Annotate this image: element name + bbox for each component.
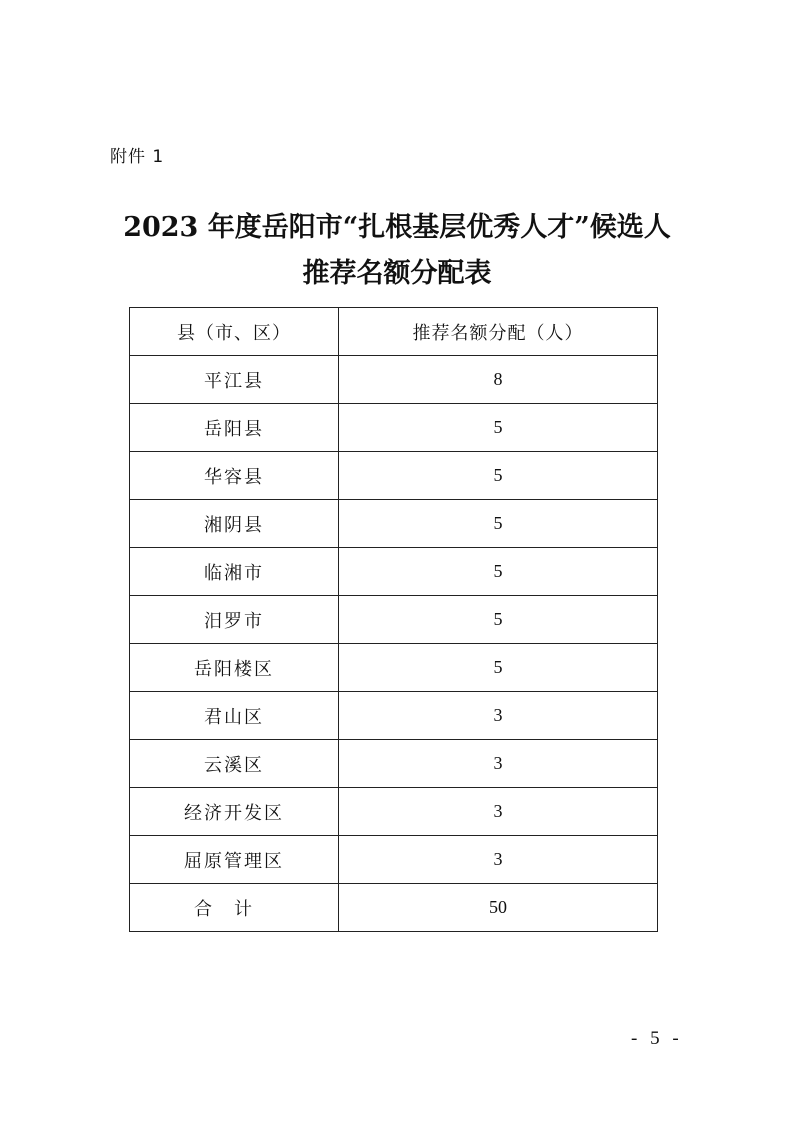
quota-cell: 3: [339, 740, 658, 788]
region-cell: 汨罗市: [130, 596, 339, 644]
table-row: [130, 500, 658, 548]
total-quota-cell: 50: [339, 884, 658, 932]
table-row: [130, 692, 658, 740]
table-row: [130, 356, 658, 404]
quota-cell: 3: [339, 788, 658, 836]
region-cell: 华容县: [130, 452, 339, 500]
total-label-cell: 合计: [130, 884, 339, 932]
quota-cell: 5: [339, 596, 658, 644]
quota-cell: 5: [339, 452, 658, 500]
region-cell: 云溪区: [130, 740, 339, 788]
quota-cell: 5: [339, 500, 658, 548]
table-header-row: [130, 308, 658, 356]
region-cell: 岳阳县: [130, 404, 339, 452]
quota-cell: 5: [339, 548, 658, 596]
column-header-quota: 推荐名额分配（人）: [339, 308, 658, 356]
table-row: [130, 548, 658, 596]
table-row: [130, 404, 658, 452]
column-header-region: 县（市、区）: [130, 308, 339, 356]
region-cell: 君山区: [130, 692, 339, 740]
total-row: [130, 884, 658, 932]
region-cell: 临湘市: [130, 548, 339, 596]
document-title-line-1: 2023 年度岳阳市“扎根基层优秀人才”候选人: [123, 212, 671, 243]
quota-cell: 5: [339, 644, 658, 692]
region-cell: 经济开发区: [130, 788, 339, 836]
document-title-line-2: 推荐名额分配表: [302, 258, 492, 289]
page-number: - 5 -: [631, 1028, 683, 1049]
table-row: [130, 644, 658, 692]
quota-cell: 3: [339, 692, 658, 740]
table-row: [130, 740, 658, 788]
quota-cell: 5: [339, 404, 658, 452]
region-cell: 岳阳楼区: [130, 644, 339, 692]
quota-allocation-table: [129, 307, 658, 932]
attachment-label: 附件 1: [110, 147, 165, 167]
quota-cell: 3: [339, 836, 658, 884]
table-row: [130, 836, 658, 884]
region-cell: 平江县: [130, 356, 339, 404]
table-row: [130, 596, 658, 644]
quota-cell: 8: [339, 356, 658, 404]
table-row: [130, 452, 658, 500]
region-cell: 屈原管理区: [130, 836, 339, 884]
table-row: [130, 788, 658, 836]
region-cell: 湘阴县: [130, 500, 339, 548]
